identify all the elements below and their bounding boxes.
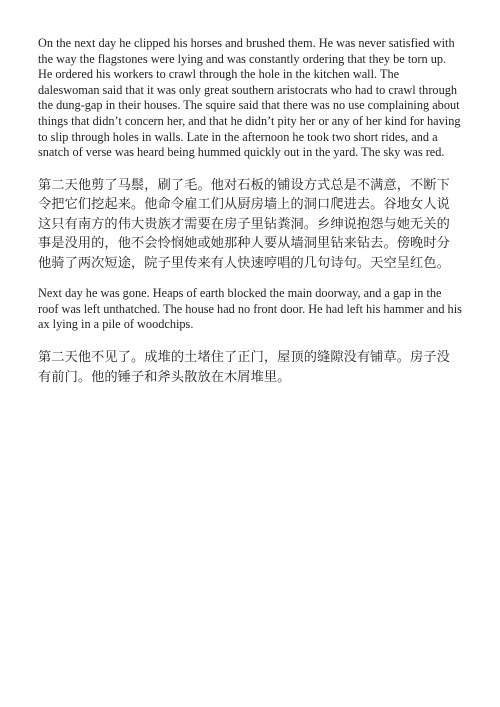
paragraph-english-2: Next day he was gone. Heaps of earth blocked the main doorway, and a gap in the roof was left unthatched. The house had no front door. He had left his hammer and his ax lying in a pile of woodchips. <box>38 286 462 332</box>
paragraph-chinese-2: 第二天他不见了。成堆的土堵住了正门，屋顶的缝隙没有铺草。房子没有前门。他的锤子和斧头散放在木屑堆里。 <box>38 350 450 385</box>
paragraph-english-1: On the next day he clipped his horses and brushed them. He was never satisfied with the way the flagstones were lying and was constantly ordering that they be torn up. He ordered his workers to crawl through the hole in the kitchen wall. The daleswoman said that it was only great southern aristocrats who had to crawl through the dung-gap in their houses. The squire said that there was no use complaining about things that didn’t concern her, and that he didn’t pity her or any of her kind for having to slip through holes in walls. Late in the afternoon he took two short rides, and a snatch of verse was heard being hummed quickly out in the yard. The sky was red. <box>38 36 461 160</box>
paragraph-chinese-1: 第二天他剪了马鬃，刷了毛。他对石板的铺设方式总是不满意，不断下令把它们挖起来。他命令雇工们从厨房墙上的洞口爬进去。谷地女人说这只有南方的伟大贵族才需要在房子里钻粪洞。乡绅说抱怨与她无关的事是没用的，他不会怜悯她或她那种人要从墙洞里钻来钻去。傍晚时分他骑了两次短途，院子里传来有人快速哼唱的几句诗句。天空呈红色。 <box>38 177 450 271</box>
document-page <box>38 36 462 400</box>
